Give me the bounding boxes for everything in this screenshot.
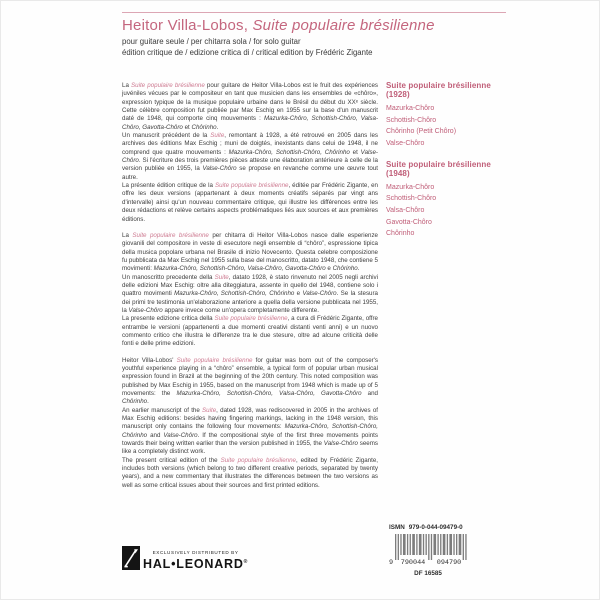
description-column bbox=[122, 82, 378, 498]
movement-item: Chôrinho (Petit Chôro) bbox=[386, 128, 457, 136]
isbn-barcode-block bbox=[389, 524, 467, 577]
suite-1948-section bbox=[386, 160, 510, 237]
paragraph-en-2: An earlier manuscript of the Suite, dated 1928, was rediscovered in 2005 in the archives of Max Eschig editions: besides having fingering markings, lacking in the 1948 version, this manuscript only contains the following four movements: Mazurka-Chôro, Schottish-Chôro, Chôrinho and Valse-Chôro. If the compositional style of the first three movements points towards their being written earlier than the version published in 1955, the Valse-Chôro seems like a completely distinct work. bbox=[122, 406, 378, 456]
barcode-digit-group-1: 790044 bbox=[400, 558, 426, 567]
description-french bbox=[122, 82, 378, 224]
movement-item: Valsa-Chôro bbox=[386, 206, 425, 214]
title-work: Suite populaire brésilienne bbox=[252, 17, 435, 34]
subtitle-instrumentation: pour guitare seule / per chitarra sola / for solo guitar bbox=[122, 37, 301, 46]
paragraph-en-1: Heitor Villa-Lobos' Suite populaire brésilienne for guitar was born out of the composer's youthful experience playing in a “chôro” ensemble, a typical form of popular urban musical expression found in Brazil at the beginning of the 20th century. This noted composition was published by Max Eschig in 1955, based on the manuscript from 1948 which is made up of 5 movements: the Mazurka-Chôro, Schottish-Chôro, Valsa-Chôro, Gavotta-Chôro and Chôrinho. bbox=[122, 356, 378, 406]
suite-1928-heading: Suite populaire brésilienne (1928) bbox=[386, 81, 491, 99]
paragraph-it-1: La Suite populaire brésilienne per chitarra di Heitor Villa-Lobos nasce dalle esperienze giovanili del compositore in veste di esecutore negli ensemble di “chôro”, espressione tipica della musica popolare urbana nel Brasile di inizio Novecento. Questa celebre composizione fu pubblicata da Max Eschig nel 1955 sulla base del manoscritto, datato 1948, che contiene 5 movimenti: Mazurka-Chôro, Schottish-Chôro, Valsa-Chôro, Gavotta-Chôro e Chôrinho. bbox=[122, 231, 378, 273]
barcode-digits bbox=[389, 559, 467, 567]
movement-item: Schottish-Chôro bbox=[386, 116, 437, 124]
distributor-name: HAL•LEONARD® bbox=[143, 557, 249, 571]
paragraph-fr-1: La Suite populaire brésilienne pour guitare de Heitor Villa-Lobos est le fruit des expériences juvéniles vécues par le compositeur en tant que musicien dans les ensembles de «chôro», expression typique de la musique populaire urbaine dans le Brésil du début du XXᵉ siècle. Cette célèbre composition fut publiée par Max Eschig en 1955 sur la base d'un manuscrit daté de 1948, qui comporte cinq mouvements : Mazurka-Chôro, Schottish-Chôro, Valsa-Chôro, Gavotta-Chôro et Chôrinho. bbox=[122, 82, 379, 131]
paragraph-it-2: Un manoscritto precedente della Suite, datato 1928, è stato rinvenuto nel 2005 negli archivi delle edizioni Max Eschig: oltre alla diteggiatura, assente in quello del 1948, contiene solo i quattro movimenti Mazurka-Chôro, Schottish-Chôro, Chôrinho e Valse-Chôro. Se la stesura dei primi tre testimonia un'elaborazione anteriore a quella della versione pubblicata nel 1955, la Valse-Chôro appare invece come un'opera completamente differente. bbox=[122, 273, 378, 314]
registered-trademark: ® bbox=[243, 558, 249, 565]
distributor-logo bbox=[122, 546, 248, 570]
catalog-number: DF 16585 bbox=[414, 569, 442, 577]
suite-1948-movements bbox=[386, 184, 510, 237]
description-italian bbox=[122, 232, 378, 349]
ismn-line bbox=[389, 524, 467, 531]
movement-item: Mazurka-Chôro bbox=[386, 105, 435, 112]
ismn-label: ISMN bbox=[389, 524, 405, 531]
title-block bbox=[122, 17, 435, 58]
movement-item: Valse-Chôro bbox=[386, 139, 425, 147]
ismn-value: 979-0-044-09479-0 bbox=[408, 524, 463, 531]
subtitle-editor: édition critique de / edizione critica di / critical edition by Frédéric Zigante bbox=[122, 47, 373, 57]
movement-item: Chôrinho bbox=[386, 230, 415, 238]
subtitle-block bbox=[122, 37, 435, 58]
top-divider-rule bbox=[122, 12, 506, 13]
movement-item: Gavotta-Chôro bbox=[386, 218, 432, 226]
movement-item: Mazurka-Chôro bbox=[386, 183, 435, 191]
paragraph-it-3: La presente edizione critica della Suite populaire brésilienne, a cura di Frédéric Zigante, offre entrambe le versioni (appartenenti a due momenti creativi distanti venti anni) e un nuovo commento critico che illustra le differenze tra le due stesure, oltre ad alcune criticità delle fonti e delle prime edizioni. bbox=[122, 315, 378, 348]
movement-item: Schottish-Chôro bbox=[386, 195, 437, 203]
paragraph-fr-2: Un manuscrit précédent de la Suite, remontant à 1928, a été retrouvé en 2005 dans les archives des éditions Max Eschig ; muni de doigtés, inexistants dans celui de 1948, il ne comprend que quatre mouvements : Mazurka-Chôro, Schottish-Chôro, Chôrinho et Valse-Chôro. Si l'écriture des trois premières pièces atteste une élaboration antérieure à celle de la version publiée en 1955, la Valse-Chôro se propose en revanche comme une œuvre tout autre. bbox=[122, 132, 378, 181]
hal-leonard-quill-icon bbox=[122, 546, 140, 570]
suite-1948-heading: Suite populaire brésilienne (1948) bbox=[386, 159, 491, 178]
movements-sidebar bbox=[386, 81, 510, 242]
distributor-label: EXCLUSIVELY DISTRIBUTED BY bbox=[152, 549, 239, 555]
title-composer: Heitor Villa-Lobos, bbox=[122, 17, 253, 34]
paragraph-en-3: The present critical edition of the Suite populaire brésilienne, edited by Frédéric Zigante, includes both versions (which belong to two different creative periods, separated by twenty years), and a new commentary that illustrates the differences between the two versions as well as some critical issues about their sources and first printed editions. bbox=[122, 456, 378, 489]
ean-barcode bbox=[389, 534, 467, 560]
page-title bbox=[122, 17, 435, 34]
barcode-digit-lead: 9 bbox=[389, 558, 394, 567]
description-english bbox=[122, 357, 378, 491]
suite-1928-section bbox=[386, 81, 510, 147]
distributor-text bbox=[143, 550, 248, 570]
paragraph-fr-3: La présente édition critique de la Suite populaire brésilienne, éditée par Frédéric Zigante, en offre les deux versions (appartenant à deux moments créatifs séparés par vingt ans d'intervalle) ainsi qu'un nouveau commentaire critique, qui illustre les différences entre les deux rédactions et relève certains aspects problématiques liés aux sources et aux premières éditions. bbox=[122, 182, 378, 223]
suite-1928-movements bbox=[386, 105, 510, 147]
barcode-digit-group-2: 094790 bbox=[436, 558, 462, 567]
